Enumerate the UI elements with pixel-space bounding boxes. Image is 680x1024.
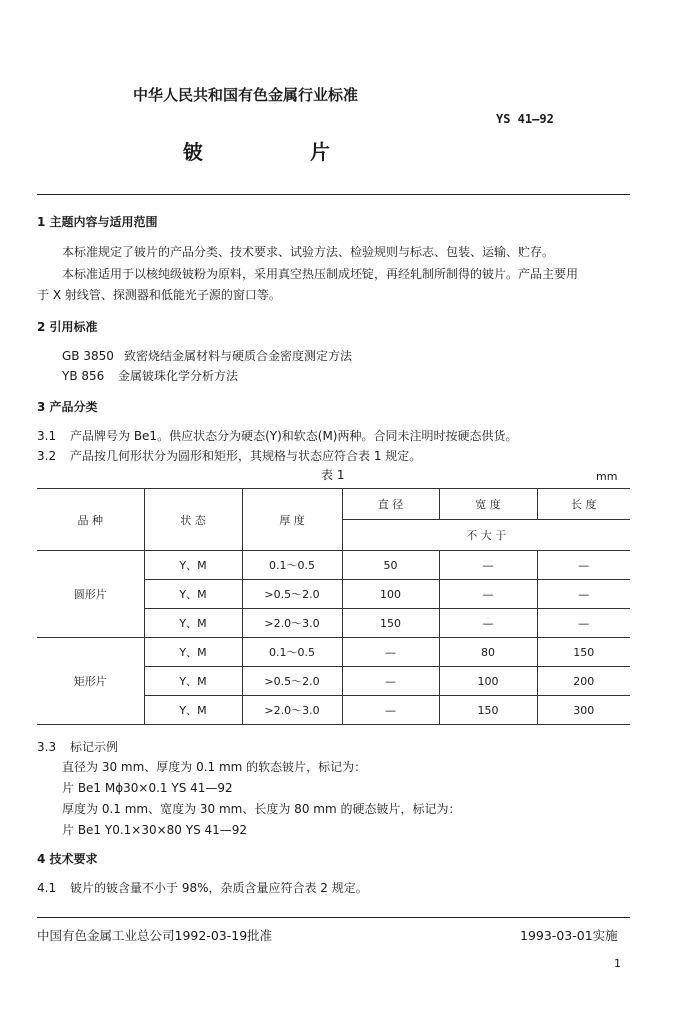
thickness-cell: >2.0～3.0 [242, 696, 342, 725]
clause-4-1-number: 4.1 [37, 881, 57, 895]
clause-3-3-number: 3.3 [37, 740, 57, 754]
thickness-cell: 0.1～0.5 [242, 638, 342, 667]
header-not-more-than: 不 大 于 [342, 520, 630, 551]
state-cell: Y、M [144, 667, 242, 696]
clause-3-2-text: 产品按几何形状分为圆形和矩形，其规格与状态应符合表 1 规定。 [70, 449, 422, 463]
diameter-cell: — [342, 638, 439, 667]
header-width: 宽 度 [439, 489, 537, 520]
thickness-cell: >2.0～3.0 [242, 609, 342, 638]
state-cell: Y、M [144, 609, 242, 638]
diameter-cell: 50 [342, 551, 439, 580]
table-row [37, 638, 630, 667]
spec-table [37, 488, 630, 725]
section-4-title: 4 技术要求 [37, 852, 98, 866]
width-cell: — [439, 551, 537, 580]
thickness-cell: 0.1～0.5 [242, 551, 342, 580]
header-state: 状 态 [144, 489, 242, 551]
clause-3-1-number: 3.1 [37, 429, 57, 443]
state-cell: Y、M [144, 580, 242, 609]
variety-cell: 矩形片 [37, 638, 144, 725]
width-cell: 150 [439, 696, 537, 725]
table-row [37, 551, 630, 580]
section-1-title: 1 主题内容与适用范围 [37, 215, 158, 229]
footer-rule [37, 917, 630, 918]
state-cell: Y、M [144, 638, 242, 667]
state-cell: Y、M [144, 551, 242, 580]
reference-code: GB 3850 [62, 349, 114, 363]
section-1-para-2b: 于 X 射线管、探测器和低能光子源的窗口等。 [37, 288, 281, 302]
org-title: 中华人民共和国有色金属行业标准 [133, 86, 359, 104]
clause-4-1-text: 铍片的铍含量不小于 98%，杂质含量应符合表 2 规定。 [70, 881, 368, 895]
example-2-description: 厚度为 0.1 mm、宽度为 30 mm、长度为 80 mm 的硬态铍片，标记为： [62, 802, 461, 816]
section-3-title: 3 产品分类 [37, 400, 98, 414]
reference-name: 致密烧结金属材料与硬质合金密度测定方法 [124, 349, 353, 363]
length-cell: 150 [537, 638, 630, 667]
length-cell: — [537, 580, 630, 609]
header-variety: 品 种 [37, 489, 144, 551]
table-1-caption: 表 1 [321, 468, 345, 482]
clause-3-3-title: 标记示例 [70, 740, 119, 754]
width-cell: 80 [439, 638, 537, 667]
approval-line: 中国有色金属工业总公司1992-03-19批准 [37, 928, 273, 943]
header-diameter: 直 径 [342, 489, 439, 520]
header-thickness: 厚 度 [242, 489, 342, 551]
section-2-title: 2 引用标准 [37, 320, 98, 334]
length-cell: 200 [537, 667, 630, 696]
length-cell: — [537, 609, 630, 638]
variety-cell: 圆形片 [37, 551, 144, 638]
page-number: 1 [614, 957, 621, 970]
thickness-cell: >0.5～2.0 [242, 667, 342, 696]
diameter-cell: — [342, 667, 439, 696]
example-1-marking: 片 Be1 Mϕ30×0.1 YS 41—92 [62, 781, 233, 795]
reference-name: 金属铍珠化学分析方法 [118, 369, 239, 383]
document-title: 铍 片 [183, 140, 330, 164]
table-1-unit: mm [596, 470, 618, 483]
width-cell: 100 [439, 667, 537, 696]
section-1-para-1: 本标准规定了铍片的产品分类、技术要求、试验方法、检验规则与标志、包装、运输、贮存。 [62, 245, 555, 259]
width-cell: — [439, 609, 537, 638]
header-length: 长 度 [537, 489, 630, 520]
clause-3-1-text: 产品牌号为 Be1。供应状态分为硬态(Y)和软态(M)两种。合同未注明时按硬态供货。 [70, 429, 518, 443]
diameter-cell: 150 [342, 609, 439, 638]
reference-code: YB 856 [62, 369, 105, 383]
width-cell: — [439, 580, 537, 609]
clause-3-2-number: 3.2 [37, 449, 57, 463]
length-cell: 300 [537, 696, 630, 725]
effective-line: 1993-03-01实施 [520, 928, 618, 943]
standard-number: YS 41—92 [496, 112, 554, 126]
header-rule [37, 194, 630, 195]
diameter-cell: — [342, 696, 439, 725]
section-1-para-2a: 本标准适用于以核纯级铍粉为原料，采用真空热压制成坯锭，再经轧制所制得的铍片。产品主要用 [62, 267, 579, 281]
diameter-cell: 100 [342, 580, 439, 609]
length-cell: — [537, 551, 630, 580]
state-cell: Y、M [144, 696, 242, 725]
thickness-cell: >0.5～2.0 [242, 580, 342, 609]
example-1-description: 直径为 30 mm、厚度为 0.1 mm 的软态铍片，标记为： [62, 760, 367, 774]
example-2-marking: 片 Be1 Y0.1×30×80 YS 41—92 [62, 823, 248, 837]
